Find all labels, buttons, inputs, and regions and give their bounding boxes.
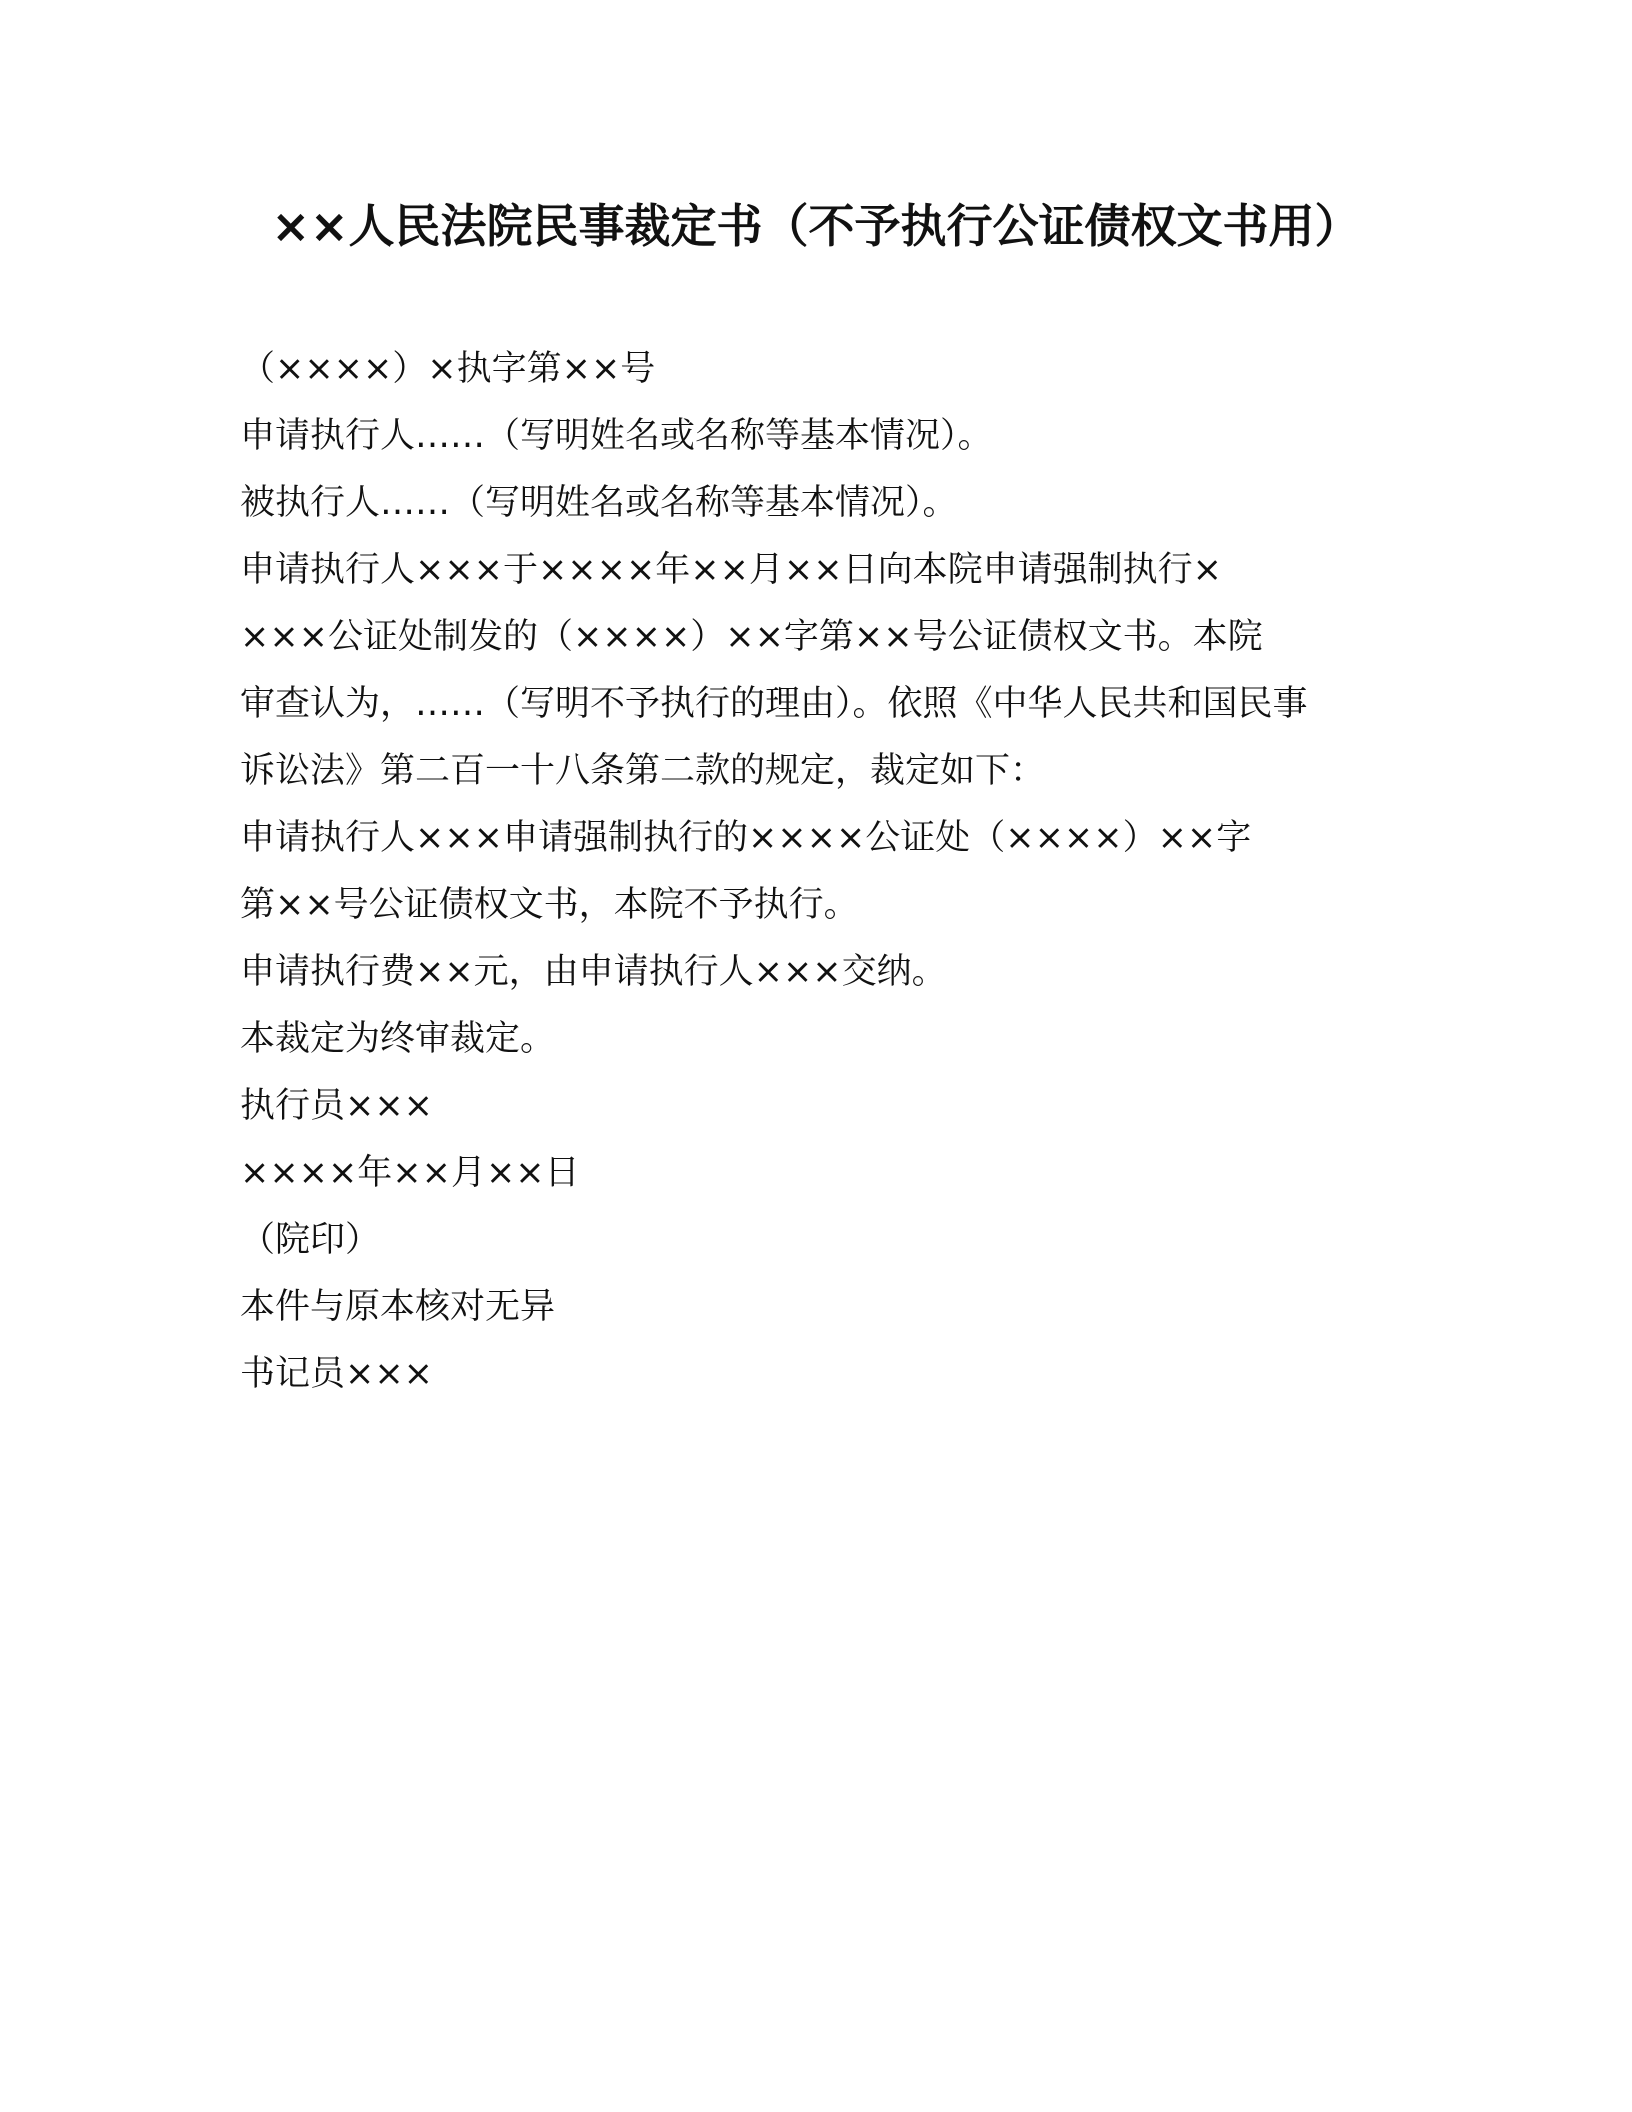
case-number: （××××）×执字第××号 bbox=[240, 349, 656, 389]
ruling-line: 第××号公证债权文书，本院不予执行。 bbox=[240, 885, 859, 925]
ruling-line: 申请执行人×××申请强制执行的××××公证处（××××）××字 bbox=[240, 818, 1252, 858]
verification-note: 本件与原本核对无异 bbox=[240, 1287, 556, 1327]
finality-line: 本裁定为终审裁定。 bbox=[240, 1019, 556, 1059]
body-line: 审查认为，……（写明不予执行的理由）。依照《中华人民共和国民事 bbox=[240, 684, 1308, 724]
applicant-line: 申请执行人……（写明姓名或名称等基本情况）。 bbox=[240, 416, 993, 456]
clerk-line: 书记员××× bbox=[240, 1354, 433, 1394]
date-line: ××××年××月××日 bbox=[240, 1153, 580, 1193]
body-line: ×××公证处制发的（××××）××字第××号公证债权文书。本院 bbox=[240, 617, 1263, 657]
body-line: 诉讼法》第二百一十八条第二款的规定，裁定如下： bbox=[240, 751, 1046, 791]
body-line: 申请执行人×××于××××年××月××日向本院申请强制执行× bbox=[240, 550, 1222, 590]
enforcement-officer: 执行员××× bbox=[240, 1086, 433, 1126]
document-title: ××人民法院民事裁定书（不予执行公证债权文书用） bbox=[271, 199, 1361, 253]
document-body bbox=[240, 336, 1400, 1408]
respondent-line: 被执行人……（写明姓名或名称等基本情况）。 bbox=[240, 483, 958, 523]
court-seal-note: （院印） bbox=[240, 1220, 381, 1260]
fee-line: 申请执行费××元，由申请执行人×××交纳。 bbox=[240, 952, 947, 992]
